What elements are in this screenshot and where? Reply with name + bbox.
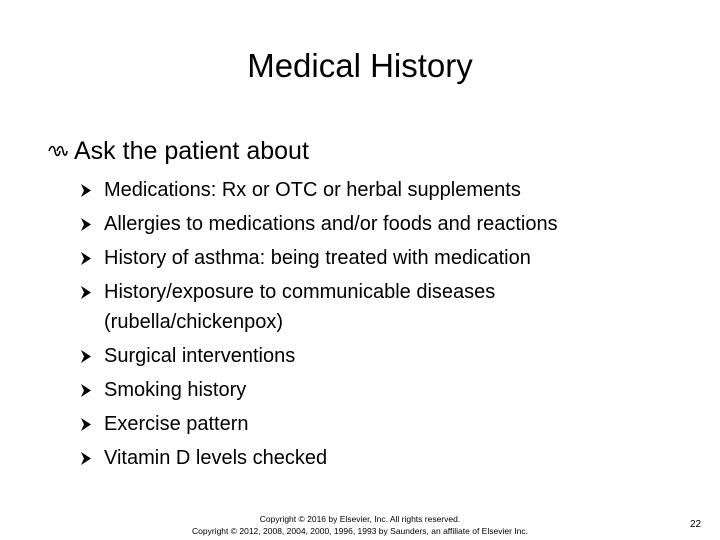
copyright-line-1: Copyright © 2016 by Elsevier, Inc. All rights reserved. bbox=[259, 514, 461, 524]
list-item bbox=[79, 373, 699, 407]
list-item-text: Surgical interventions bbox=[104, 345, 296, 367]
arrow-bullet-icon bbox=[79, 451, 93, 466]
list-item-text: Exercise pattern bbox=[104, 413, 249, 435]
list-item-text: Allergies to medications and/or foods and reactions bbox=[104, 213, 558, 235]
main-bullet-text: Ask the patient about bbox=[74, 137, 309, 165]
footer-copyright bbox=[110, 513, 610, 537]
list-item bbox=[79, 339, 699, 373]
list-item bbox=[79, 275, 699, 339]
list-item bbox=[79, 173, 699, 207]
page-number: 22 bbox=[690, 519, 702, 530]
list-item-text: History of asthma: being treated with medication bbox=[104, 247, 531, 269]
arrow-bullet-icon bbox=[79, 349, 93, 364]
sub-bullet-list bbox=[79, 173, 699, 475]
copyright-line-2: Copyright © 2012, 2008, 2004, 2000, 1996, 1993 by Saunders, an affiliate of Elsevier Inc. bbox=[192, 526, 528, 536]
arrow-bullet-icon bbox=[79, 383, 93, 398]
arrow-bullet-icon bbox=[79, 183, 93, 198]
list-item bbox=[79, 407, 699, 441]
list-item bbox=[79, 207, 699, 241]
list-item-text: Vitamin D levels checked bbox=[104, 447, 328, 469]
slide-title: Medical History bbox=[247, 47, 473, 84]
list-item-text: Medications: Rx or OTC or herbal supplements bbox=[104, 179, 521, 201]
arrow-bullet-icon bbox=[79, 217, 93, 232]
list-item-text: History/exposure to communicable diseases (rubella/chickenpox) bbox=[104, 281, 496, 333]
arrow-bullet-icon bbox=[79, 417, 93, 432]
arrow-bullet-icon bbox=[79, 285, 93, 300]
wave-bullet-icon bbox=[48, 144, 68, 158]
arrow-bullet-icon bbox=[79, 251, 93, 266]
list-item bbox=[79, 241, 699, 275]
main-bullet bbox=[48, 134, 688, 168]
list-item-text: Smoking history bbox=[104, 379, 247, 401]
list-item bbox=[79, 441, 699, 475]
